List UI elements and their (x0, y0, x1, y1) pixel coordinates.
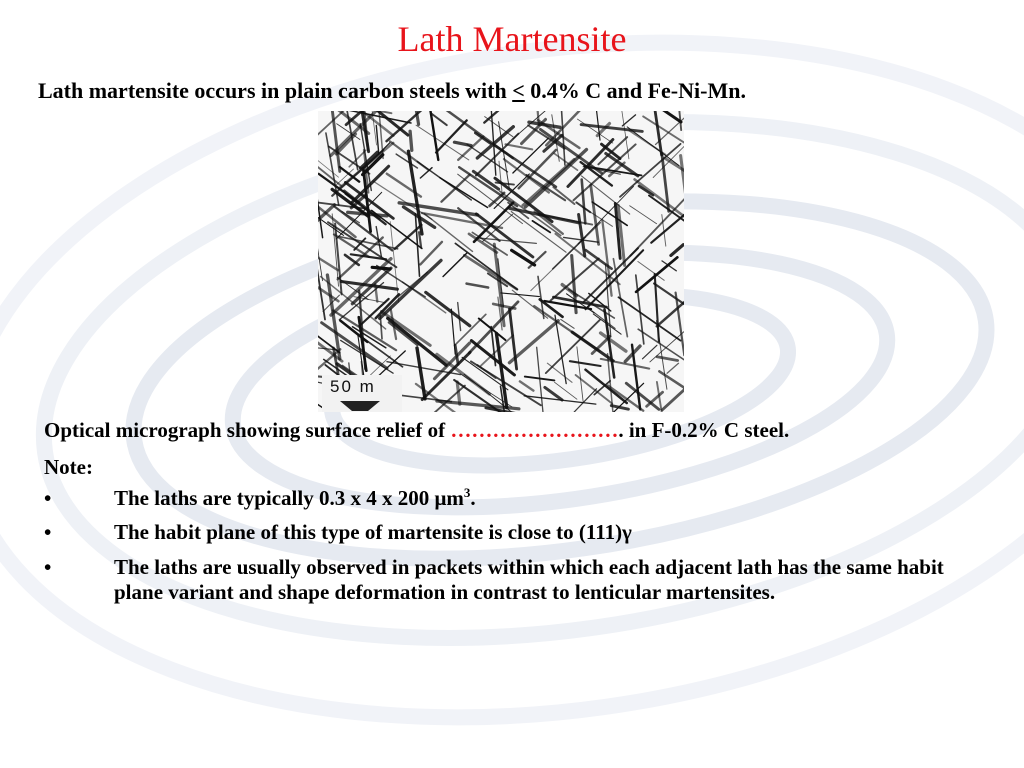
bullet-text: The habit plane of this type of martensite is close to (111)γ (114, 520, 632, 545)
intro-text-pre: Lath martensite occurs in plain carbon steels with (38, 78, 513, 103)
bullet-text-pre: The laths are typically 0.3 x 4 x 200 (114, 485, 435, 510)
scale-label: 50 m (330, 377, 376, 396)
caption-post: . in F-0.2% C steel. (618, 418, 790, 442)
slide-title: Lath Martensite (397, 19, 627, 59)
lath-streak (410, 131, 412, 150)
less-equal-symbol: < (512, 78, 525, 103)
caption-pre: Optical micrograph showing surface relief of (44, 418, 451, 442)
bullet-text: The laths are usually observed in packets within which each adjacent lath has the same habit plane variant and shape deformation in contrast to lenticular martensites. (114, 555, 944, 604)
lath-streak (372, 267, 390, 269)
bullet-icon: • (44, 520, 52, 545)
micron-unit: μm (434, 485, 464, 510)
bullet-icon: • (44, 485, 52, 510)
list-item (44, 520, 994, 545)
intro-line (38, 78, 998, 104)
intro-text-post: 0.4% C and Fe-Ni-Mn. (524, 78, 746, 103)
superscript: 3 (463, 484, 471, 500)
bullet-icon: • (44, 555, 52, 580)
bullet-text-post: . (470, 485, 476, 510)
figure-caption (44, 418, 994, 443)
list-item (44, 486, 994, 511)
bullet-list (44, 486, 994, 605)
caption-blank: …………………… (450, 418, 619, 442)
note-label: Note: (44, 454, 93, 479)
slide-body (44, 418, 994, 615)
optical-micrograph (318, 111, 684, 412)
list-item (44, 555, 994, 605)
